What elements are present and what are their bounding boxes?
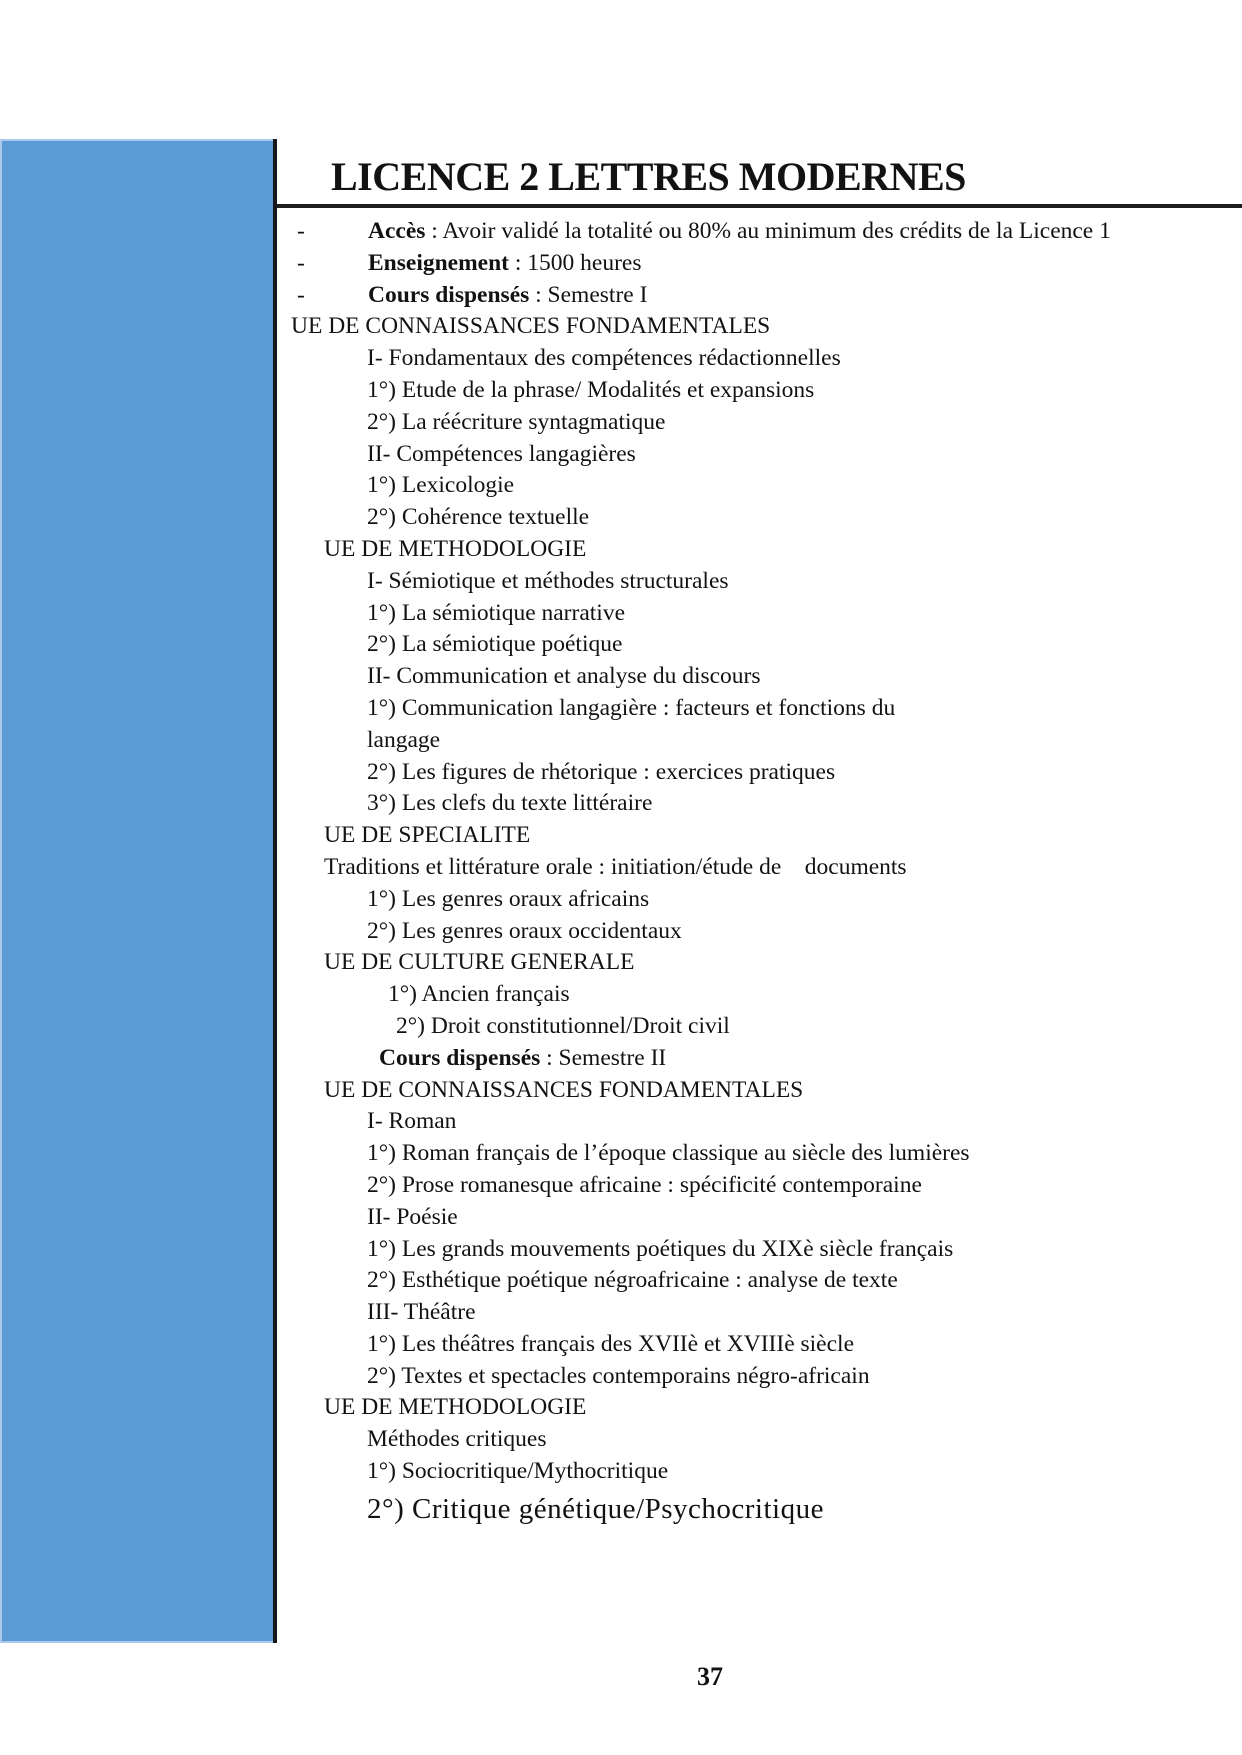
document-line: 2°) La réécriture syntagmatique xyxy=(367,408,666,435)
document-line: UE DE METHODOLOGIE xyxy=(324,535,587,562)
document-line: 2°) La sémiotique poétique xyxy=(367,631,623,658)
bullet-dash: - xyxy=(297,249,305,276)
document-line: UE DE SPECIALITE xyxy=(324,822,531,849)
document-line: 2°) Esthétique poétique négroafricaine : analyse de texte xyxy=(367,1267,898,1294)
document-line: 2°) Les genres oraux occidentaux xyxy=(367,917,682,944)
document-line: 2°) Les figures de rhétorique : exercices pratiques xyxy=(367,758,836,785)
document-line: Traditions et littérature orale : initiation/étude de documents xyxy=(324,853,907,880)
document-line: 2°) Droit constitutionnel/Droit civil xyxy=(396,1012,730,1039)
document-line: langage xyxy=(367,726,441,753)
document-line: - Accès : Avoir validé la totalité ou 80% au minimum des crédits de la Licence 1 xyxy=(277,216,1242,248)
document-body xyxy=(277,216,1242,1530)
document-line: UE DE CONNAISSANCES FONDAMENTALES xyxy=(324,1076,804,1103)
document-line: III- Théâtre xyxy=(367,1299,476,1326)
document-line: UE DE CULTURE GENERALE xyxy=(324,949,635,976)
document-line: Cours dispensés : Semestre II xyxy=(379,1044,667,1071)
document-line: 1°) Ancien français xyxy=(388,981,570,1008)
document-line: 1°) Sociocritique/Mythocritique xyxy=(367,1458,669,1485)
document-line: - Enseignement : 1500 heures xyxy=(277,248,1242,280)
document-line: 1°) La sémiotique narrative xyxy=(367,599,626,626)
title-rule xyxy=(277,142,1242,208)
document-line: 2°) Critique génétique/Psychocritique xyxy=(367,1492,824,1525)
document-line: UE DE METHODOLOGIE xyxy=(324,1394,587,1421)
document-line: 2°) Prose romanesque africaine : spécificité contemporaine xyxy=(367,1171,922,1198)
page-title: LICENCE 2 LETTRES MODERNES xyxy=(331,154,966,199)
document-line: - Cours dispensés : Semestre I xyxy=(277,280,1242,312)
document-line: 1°) Roman français de l’époque classique au siècle des lumières xyxy=(367,1140,970,1167)
document-line: 3°) Les clefs du texte littéraire xyxy=(367,790,653,817)
document-line: 1°) Les théâtres français des XVIIè et XVIIIè siècle xyxy=(367,1330,854,1357)
document-line: I- Fondamentaux des compétences rédactionnelles xyxy=(367,345,841,372)
document-line: 1°) Les genres oraux africains xyxy=(367,885,650,912)
document-line: I- Roman xyxy=(367,1108,457,1135)
document-line: 1°) Etude de la phrase/ Modalités et expansions xyxy=(367,376,815,403)
document-line: II- Poésie xyxy=(367,1203,458,1230)
document-line: UE DE CONNAISSANCES FONDAMENTALES xyxy=(291,313,771,340)
sidebar-accent-panel xyxy=(0,139,273,1643)
document-line: II- Communication et analyse du discours xyxy=(367,663,761,690)
document-line: II- Compétences langagières xyxy=(367,440,636,467)
document-line: 1°) Lexicologie xyxy=(367,472,515,499)
bullet-dash: - xyxy=(297,218,305,244)
document-line: 2°) Cohérence textuelle xyxy=(367,504,590,531)
document-line: I- Sémiotique et méthodes structurales xyxy=(367,567,729,594)
document-line: 1°) Les grands mouvements poétiques du XIXè siècle français xyxy=(367,1235,954,1262)
document-line: 2°) Textes et spectacles contemporains négro-africain xyxy=(367,1362,870,1389)
bullet-dash: - xyxy=(297,281,305,308)
document-line: Méthodes critiques xyxy=(367,1426,547,1453)
page-number: 37 xyxy=(697,1662,723,1691)
document-line: 1°) Communication langagière : facteurs et fonctions du xyxy=(367,694,896,721)
